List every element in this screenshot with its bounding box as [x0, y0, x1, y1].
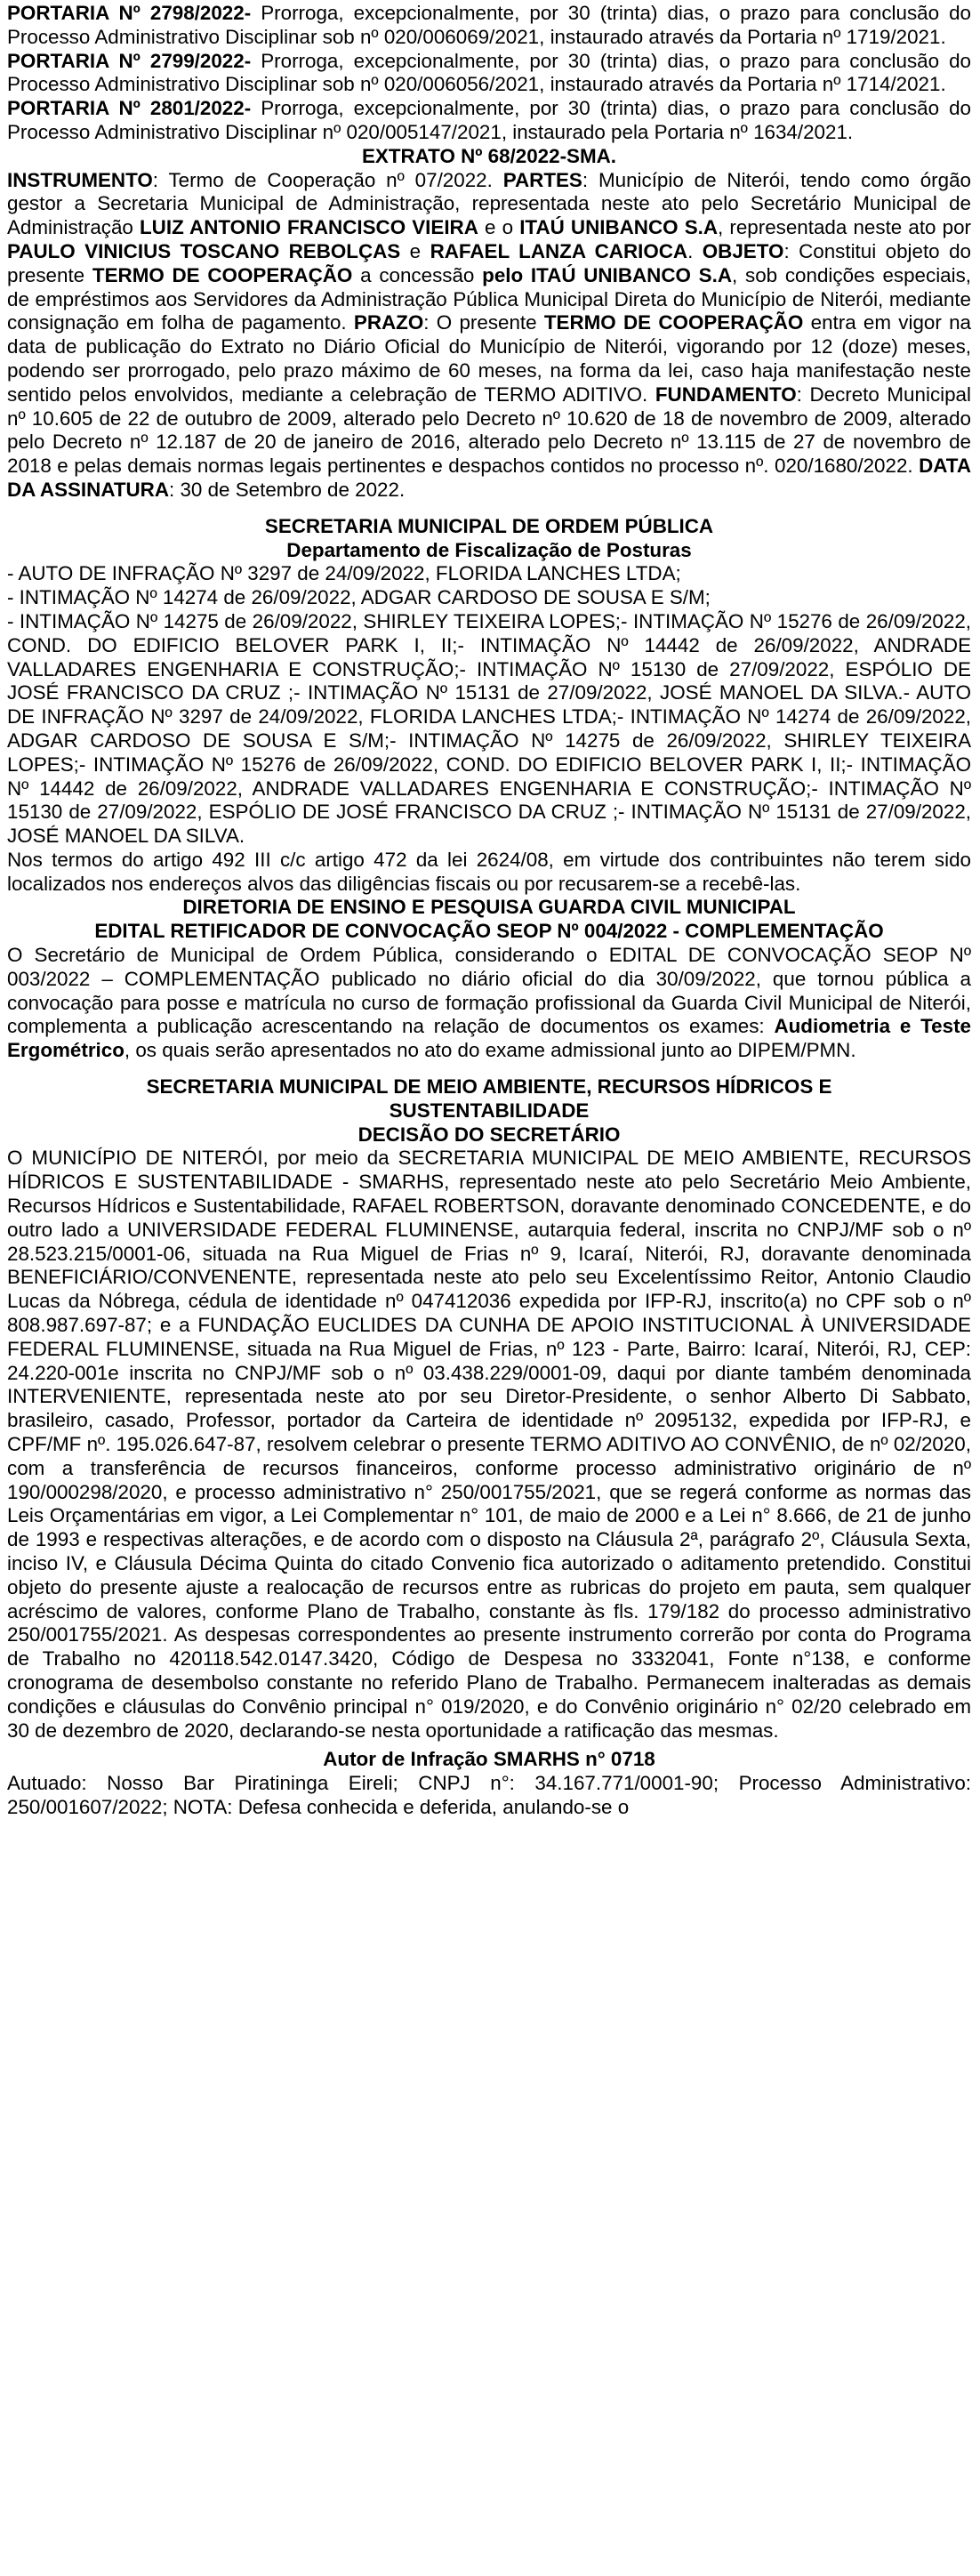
ordem-publica-section — [7, 515, 971, 897]
extrato-name-itau: ITAÚ UNIBANCO S.A — [519, 216, 719, 239]
auto-infracao-body: Autuado: Nosso Bar Piratininga Eireli; CNPJ n°: 34.167.771/0001-90; Processo Administrativo: 250/001607/2022; NOTA: Defesa conhecida e deferida, anulando-se o — [7, 1772, 971, 1818]
guarda-exames: Audiometria e Teste Ergométrico — [7, 1015, 971, 1062]
extrato-key-objeto: OBJETO — [702, 239, 784, 262]
portaria-label: PORTARIA Nº 2798/2022- — [7, 2, 252, 24]
extrato-name-luiz: LUIZ ANTONIO FRANCISCO VIEIRA — [140, 216, 478, 239]
meio-ambiente-body: O MUNICÍPIO DE NITERÓI, por meio da SECRETARIA MUNICIPAL DE MEIO AMBIENTE, RECURSOS HÍDRICOS E SUSTENTABILIDADE - SMARHS, representado neste ato pelo Secretário Meio Ambiente, Recursos Hídricos e Sustentabilidade, RAFAEL ROBERTSON, doravante denominado CONCEDENTE, e do outro lado a UNIVERSIDADE FEDERAL FLUMINENSE, autarquia federal, inscrita no CNPJ/MF sob o nº 28.523.215/0001-06, situada na Rua Miguel de Frias nº 9, Icaraí, Niterói, RJ, doravante denominada BENEFICIÁRIO/CONVENENTE, representada neste ato pelo seu Excelentíssimo Reitor, Antonio Claudio Lucas da Nóbrega, cédula de identidade nº 047412036 expedida por IFP-RJ, inscrito(a) no CPF sob o nº 808.987.697-87; e a FUNDAÇÃO EUCLIDES DA CUNHA DE APOIO INSTITUCIONAL À UNIVERSIDADE FEDERAL FLUMINENSE, situada na Rua Miguel de Frias, nº 123 - Parte, Bairro: Icaraí, Niterói, RJ, CEP: 24.220-001e inscrita no CNPJ/MF sob o nº 03.438.229/0001-09, daqui por diante também denominada INTERVENIENTE, representada neste ato por seu Diretor-Presidente, o senhor Alberto Di Sabbato, brasileiro, casado, Professor, portador da Carteira de identidade nº 2095132, expedida por IFP-RJ, e CPF/MF nº. 195.026.647-87, resolvem celebrar o presente TERMO ADITIVO AO CONVÊNIO, de nº 02/2020, com a transferência de recursos financeiros, conforme processo administrativo originário de nº 190/000298/2020, e processo administrativo n° 250/001755/2021, que se regerá conforme as normas das Leis Orçamentárias em vigor, a Lei Complementar n° 101, de maio de 2000 e a Lei n° 8.666, de 21 de junho de 1993 e respectivas alterações, e de acordo com o disposto na Cláusula 2ª, parágrafo 2º, Cláusula Sexta, inciso IV, e Cláusula Décima Quinta do citado Convenio fica autorizado o aditamento pretendido. Constitui objeto do presente ajuste a realocação de recursos entre as rubricas do projeto em pauta, sem qualquer acréscimo de valores, conforme Plano de Trabalho, constante às fls. 179/182 do processo administrativo 250/001755/2021. As despesas correspondentes ao presente instrumento correrão por conta do Programa de Trabalho no 420118.542.0147.3420, Código de Despesa no 3332041, Fonte n°138, e conforme cronograma de desembolso constante no referido Plano de Trabalho. Permanecem inalteradas as demais condições e cláusulas do Convênio principal n° 019/2020, e do Convênio originário n° 02/20 celebrado em 30 de dezembro de 2020, declarando-se nesta oportunidade a ratificação das mesmas. — [7, 1147, 971, 1742]
ordem-publica-line: - AUTO DE INFRAÇÃO Nº 3297 de 24/09/2022, FLORIDA LANCHES LTDA; — [7, 562, 681, 585]
decisao-title: DECISÃO DO SECRETÁRIO — [357, 1123, 621, 1146]
extrato-key-instrumento: INSTRUMENTO — [7, 168, 153, 191]
guarda-text: O Secretário de Municipal de Ordem Pública, considerando o EDITAL DE CONVOCAÇÃO SEOP Nº 003/2022 – COMPLEMENTAÇÃO publicado no diário oficial do dia 30/09/2022, que tornou pública a convocação para posse e matrícula no curso de formação profissional da Guarda Civil Municipal de Niterói, complementa a publicação acrescentando na relação de documentos os exames: — [7, 944, 971, 1038]
extrato-text: : Constitui objeto do presente — [7, 239, 971, 286]
extrato-section — [7, 145, 971, 503]
meio-ambiente-title-cont: SUSTENTABILIDADE — [389, 1099, 590, 1122]
extrato-pelo-itau: pelo ITAÚ UNIBANCO S.A — [482, 263, 733, 286]
extrato-key-data: DATA DA ASSINATURA — [7, 455, 971, 501]
guarda-edital-title: EDITAL RETIFICADOR DE CONVOCAÇÃO SEOP Nº 004/2022 - COMPLEMENTAÇÃO — [94, 920, 884, 943]
extrato-text: , representada neste ato por — [718, 216, 971, 239]
portaria-text: Prorroga, excepcionalmente, por 30 (trinta) dias, o prazo para conclusão do Processo Administrativo Disciplinar sob nº 020/006056/2021, instaurado através da Portaria nº 1714/2021. — [7, 49, 971, 96]
extrato-name-paulo: PAULO VINICIUS TOSCANO REBOLÇAS — [7, 239, 401, 262]
portarias-section — [7, 2, 971, 145]
auto-infracao-title: Autor de Infração SMARHS n° 0718 — [323, 1748, 655, 1771]
extrato-termo: TERMO DE COOPERAÇÃO — [92, 263, 353, 286]
extrato-text: entra em vigor na data de publicação do Extrato no Diário Oficial do Município de Niterói, vigorando por 12 (doze) meses, podendo ser prorrogado, pelo prazo máximo de 60 meses, na forma da lei, caso haja manifestação neste sentido pelos envolvidos, mediante a celebração de TERMO ADITIVO. — [7, 311, 971, 406]
ordem-publica-subtitle: Departamento de Fiscalização de Posturas — [286, 538, 692, 561]
extrato-text: , sob condições especiais, de empréstimos aos Servidores da Administração Pública Municipal Direta do Município de Niterói, mediante consignação em folha de pagamento. — [7, 263, 972, 334]
portaria-text: Prorroga, excepcionalmente, por 30 (trinta) dias, o prazo para conclusão do Processo Administrativo Disciplinar sob nº 020/006069/2021, instaurado através da Portaria nº 1719/2021. — [7, 2, 971, 48]
guarda-section — [7, 896, 971, 1063]
extrato-key-fundamento: FUNDAMENTO — [655, 382, 797, 406]
extrato-text: : Termo de Cooperação nº 07/2022. — [152, 168, 503, 191]
ordem-publica-note: Nos termos do artigo 492 III c/c artigo 472 da lei 2624/08, em virtude dos contribuintes não terem sido localizados nos endereços alvos das diligências fiscais ou por recusarem-se a recebê-las. — [7, 848, 971, 895]
extrato-key-prazo: PRAZO — [353, 311, 424, 334]
portaria-text: Prorroga, excepcionalmente, por 30 (trinta) dias, o prazo para conclusão do Processo Administrativo Disciplinar nº 020/005147/2021, instaurado pela Portaria nº 1634/2021. — [7, 97, 971, 143]
extrato-key-partes: PARTES — [502, 168, 582, 191]
extrato-name-rafael: RAFAEL LANZA CARIOCA — [430, 239, 688, 262]
extrato-text: e o — [478, 216, 520, 239]
portaria-2798 — [7, 2, 971, 50]
extrato-text: : Decreto Municipal nº 10.605 de 22 de outubro de 2009, alterado pelo Decreto nº 10.620 de 18 de novembro de 2009, alterado pelo Decreto nº 12.187 de 20 de janeiro de 2016, alterado pelo Decreto nº 13.115 de 27 de novembro de 2018 e pelas demais normas legais pertinentes e despachos contidos no processo nº. 020/1680/2022. — [7, 382, 971, 478]
portaria-2801 — [7, 97, 971, 145]
extrato-text: a concessão — [352, 263, 483, 286]
guarda-text: , os quais serão apresentados no ato do exame admissional junto ao DIPEM/PMN. — [124, 1039, 856, 1062]
guarda-body — [7, 944, 971, 1063]
ordem-publica-line: - INTIMAÇÃO Nº 14275 de 26/09/2022, SHIRLEY TEIXEIRA LOPES;- INTIMAÇÃO Nº 15276 de 26/09/2022, COND. DO EDIFICIO BELOVER PARK I, II;- INTIMAÇÃO Nº 14442 de 26/09/2022, ANDRADE VALLADARES ENGENHARIA E CONSTRUÇÃO;- INTIMAÇÃO Nº 15130 de 27/09/2022, ESPÓLIO DE JOSÉ FRANCISCO DA CRUZ ;- INTIMAÇÃO Nº 15131 de 27/09/2022, JOSÉ MANOEL DA SILVA.- AUTO DE INFRAÇÃO Nº 3297 de 24/09/2022, FLORIDA LANCHES LTDA;- INTIMAÇÃO Nº 14274 de 26/09/2022, ADGAR CARDOSO DE SOUSA E S/M;- INTIMAÇÃO Nº 14275 de 26/09/2022, SHIRLEY TEIXEIRA LOPES;- INTIMAÇÃO Nº 15276 de 26/09/2022, COND. DO EDIFICIO BELOVER PARK I, II;- INTIMAÇÃO Nº 14442 de 26/09/2022, ANDRADE VALLADARES ENGENHARIA E CONSTRUÇÃO;- INTIMAÇÃO Nº 15130 de 27/09/2022, ESPÓLIO DE JOSÉ FRANCISCO DA CRUZ ;- INTIMAÇÃO Nº 15131 de 27/09/2022, JOSÉ MANOEL DA SILVA. — [7, 609, 971, 848]
portaria-label: PORTARIA Nº 2799/2022- — [7, 49, 252, 72]
extrato-text: : Município de Niterói, tendo como órgão gestor a Secretaria Municipal de Administração, representada neste ato pelo Secretário Municipal de Administração — [7, 168, 971, 239]
extrato-termo: TERMO DE COOPERAÇÃO — [543, 311, 804, 334]
extrato-title: EXTRATO Nº 68/2022-SMA. — [361, 144, 617, 167]
meio-ambiente-section — [7, 1075, 971, 1743]
portaria-label: PORTARIA Nº 2801/2022- — [7, 97, 252, 120]
ordem-publica-title: SECRETARIA MUNICIPAL DE ORDEM PÚBLICA — [264, 514, 714, 537]
guarda-title: DIRETORIA DE ENSINO E PESQUISA GUARDA CIVIL MUNICIPAL — [182, 896, 796, 919]
extrato-text: : 30 de Setembro de 2022. — [169, 478, 406, 501]
portaria-2799 — [7, 50, 971, 98]
ordem-publica-line: - INTIMAÇÃO Nº 14274 de 26/09/2022, ADGAR CARDOSO DE SOUSA E S/M; — [7, 586, 711, 609]
auto-infracao-section — [7, 1748, 971, 1819]
extrato-text: : O presente — [423, 311, 544, 334]
extrato-text: e — [400, 239, 430, 262]
extrato-text: . — [687, 239, 703, 262]
meio-ambiente-title: SECRETARIA MUNICIPAL DE MEIO AMBIENTE, RECURSOS HÍDRICOS E — [146, 1075, 832, 1099]
extrato-body — [7, 169, 971, 503]
